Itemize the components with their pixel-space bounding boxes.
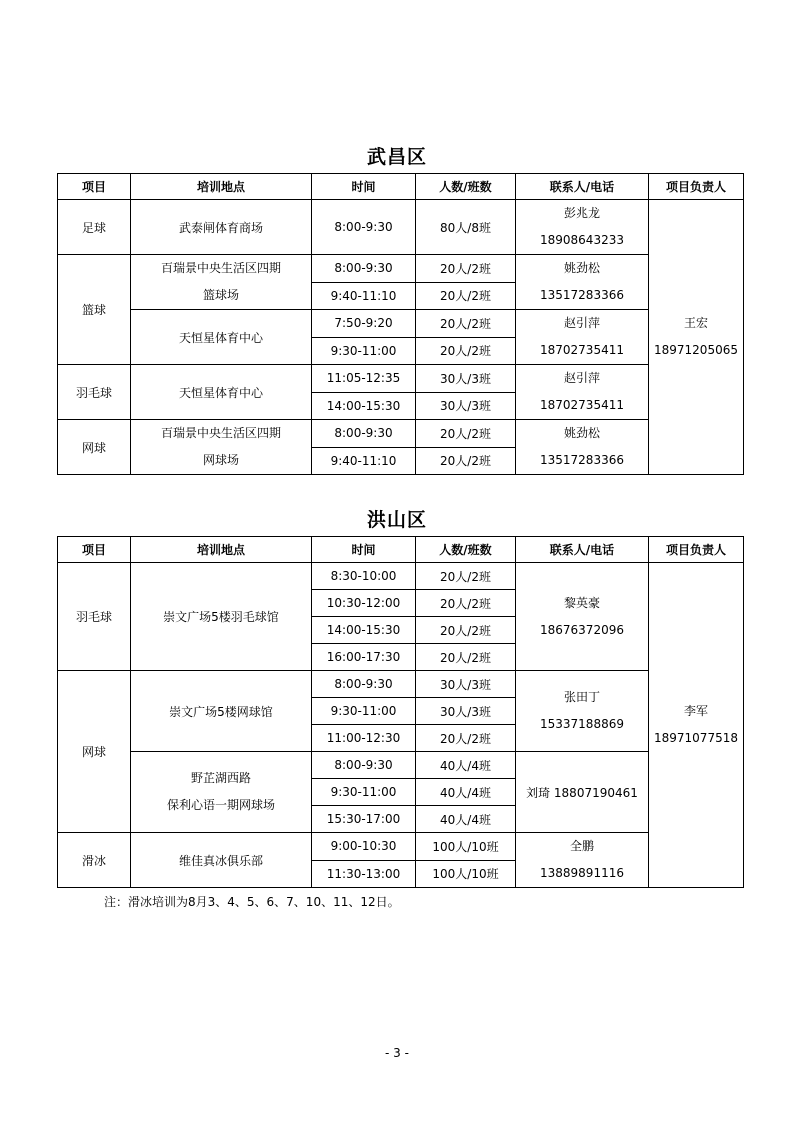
contact-phone: 18702735411: [540, 398, 624, 412]
project-cell: 羽毛球: [58, 365, 131, 420]
contact-cell: [516, 365, 649, 420]
header-leader: 项目负责人: [649, 174, 744, 200]
location-line: 篮球场: [202, 288, 239, 302]
time-cell: 10:30-12:00: [312, 590, 416, 617]
contact-phone: 13517283366: [540, 288, 624, 302]
project-cell: 篮球: [58, 255, 131, 365]
time-cell: 15:30-17:00: [312, 806, 416, 833]
contact-name: 姚劲松: [563, 426, 600, 440]
location-cell: 武泰闸体育商场: [131, 200, 312, 255]
table-row: [58, 752, 744, 779]
time-cell: 14:00-15:30: [312, 392, 416, 420]
contact-cell: 刘琦 18807190461: [516, 752, 649, 833]
table-row: [58, 671, 744, 698]
location-line: 百瑞景中央生活区四期: [160, 261, 281, 275]
time-cell: 9:40-11:10: [312, 447, 416, 475]
header-project: 项目: [58, 537, 131, 563]
contact-phone: 13517283366: [540, 453, 624, 467]
header-leader: 项目负责人: [649, 537, 744, 563]
people-cell: 20人/2班: [416, 725, 516, 752]
header-time: 时间: [312, 174, 416, 200]
people-cell: 20人/2班: [416, 563, 516, 590]
contact-name: 全鹏: [569, 839, 594, 853]
contact-phone: 18908643233: [540, 233, 624, 247]
contact-name: 姚劲松: [563, 261, 600, 275]
hongshan-table: [57, 536, 744, 888]
location-line: 网球场: [202, 453, 239, 467]
location-line: 保利心语一期网球场: [166, 798, 275, 812]
time-cell: 8:00-9:30: [312, 420, 416, 448]
table-row: [58, 833, 744, 861]
people-cell: 40人/4班: [416, 752, 516, 779]
location-line: 百瑞景中央生活区四期: [160, 426, 281, 440]
project-cell: 足球: [58, 200, 131, 255]
contact-phone: 15337188869: [540, 717, 624, 731]
contact-cell: [516, 563, 649, 671]
people-cell: 100人/10班: [416, 833, 516, 861]
people-cell: 30人/3班: [416, 392, 516, 420]
header-people: 人数/班数: [416, 537, 516, 563]
contact-phone: 18702735411: [540, 343, 624, 357]
section-title-wuchang: 武昌区: [366, 146, 427, 168]
table-row: [58, 563, 744, 590]
time-cell: 9:00-10:30: [312, 833, 416, 861]
people-cell: 100人/10班: [416, 860, 516, 888]
table-header-row: [58, 174, 744, 200]
table-row: [58, 310, 744, 338]
people-cell: 20人/2班: [416, 420, 516, 448]
people-cell: 20人/2班: [416, 644, 516, 671]
project-cell: 羽毛球: [58, 563, 131, 671]
location-cell: 崇文广场5楼羽毛球馆: [131, 563, 312, 671]
header-contact: 联系人/电话: [516, 174, 649, 200]
location-cell: [131, 752, 312, 833]
time-cell: 11:00-12:30: [312, 725, 416, 752]
section-title-hongshan: 洪山区: [366, 509, 427, 531]
leader-phone: 18971205065: [654, 343, 738, 357]
time-cell: 9:40-11:10: [312, 282, 416, 310]
time-cell: 16:00-17:30: [312, 644, 416, 671]
leader-cell: [649, 200, 744, 475]
time-cell: 8:00-9:30: [312, 255, 416, 283]
location-cell: 天恒星体育中心: [131, 310, 312, 365]
time-cell: 7:50-9:20: [312, 310, 416, 338]
contact-phone: 18676372096: [540, 622, 624, 637]
leader-name: 李军: [683, 704, 708, 718]
contact-cell: [516, 255, 649, 310]
header-project: 项目: [58, 174, 131, 200]
location-cell: [131, 255, 312, 310]
header-people: 人数/班数: [416, 174, 516, 200]
time-cell: 8:00-9:30: [312, 200, 416, 255]
project-cell: 网球: [58, 420, 131, 475]
time-cell: 11:05-12:35: [312, 365, 416, 393]
leader-name: 王宏: [683, 316, 708, 330]
project-cell: 滑冰: [58, 833, 131, 888]
time-cell: 11:30-13:00: [312, 860, 416, 888]
people-cell: 30人/3班: [416, 698, 516, 725]
page-number: - 3 -: [385, 1046, 409, 1060]
footnote: 注：滑冰培训为8月3、4、5、6、7、10、11、12日。: [104, 895, 400, 909]
time-cell: 8:00-9:30: [312, 671, 416, 698]
people-cell: 30人/3班: [416, 365, 516, 393]
people-cell: 20人/2班: [416, 590, 516, 617]
people-cell: 20人/2班: [416, 617, 516, 644]
contact-cell: [516, 833, 649, 888]
people-cell: 20人/2班: [416, 255, 516, 283]
contact-cell: [516, 310, 649, 365]
location-cell: 天恒星体育中心: [131, 365, 312, 420]
contact-name: 赵引萍: [563, 316, 600, 330]
time-cell: 9:30-11:00: [312, 779, 416, 806]
table-row: [58, 420, 744, 448]
contact-cell: [516, 200, 649, 255]
people-cell: 80人/8班: [416, 200, 516, 255]
table-row: [58, 365, 744, 393]
location-cell: 崇文广场5楼网球馆: [131, 671, 312, 752]
time-cell: 9:30-11:00: [312, 337, 416, 365]
people-cell: 20人/2班: [416, 310, 516, 338]
time-cell: 14:00-15:30: [312, 617, 416, 644]
contact-name: 赵引萍: [563, 371, 600, 385]
location-cell: 维佳真冰俱乐部: [131, 833, 312, 888]
time-cell: 9:30-11:00: [312, 698, 416, 725]
leader-cell: [649, 563, 744, 888]
people-cell: 40人/4班: [416, 806, 516, 833]
people-cell: 20人/2班: [416, 447, 516, 475]
contact-cell: [516, 671, 649, 752]
people-cell: 20人/2班: [416, 282, 516, 310]
contact-cell: [516, 420, 649, 475]
contact-name: 彭兆龙: [563, 206, 600, 220]
table-row: [58, 200, 744, 255]
people-cell: 20人/2班: [416, 337, 516, 365]
header-location: 培训地点: [131, 537, 312, 563]
people-cell: 30人/3班: [416, 671, 516, 698]
people-cell: 40人/4班: [416, 779, 516, 806]
header-time: 时间: [312, 537, 416, 563]
contact-phone: 13889891116: [540, 866, 624, 880]
header-location: 培训地点: [131, 174, 312, 200]
table-row: [58, 255, 744, 283]
leader-phone: 18971077518: [654, 731, 738, 745]
wuchang-table: [57, 173, 744, 475]
header-contact: 联系人/电话: [516, 537, 649, 563]
time-cell: 8:30-10:00: [312, 563, 416, 590]
contact-name: 张田丁: [563, 690, 600, 704]
table-header-row: [58, 537, 744, 563]
contact-name: 黎英豪: [563, 595, 600, 610]
location-cell: [131, 420, 312, 475]
project-cell: 网球: [58, 671, 131, 833]
location-line: 野芷湖西路: [190, 771, 251, 785]
time-cell: 8:00-9:30: [312, 752, 416, 779]
